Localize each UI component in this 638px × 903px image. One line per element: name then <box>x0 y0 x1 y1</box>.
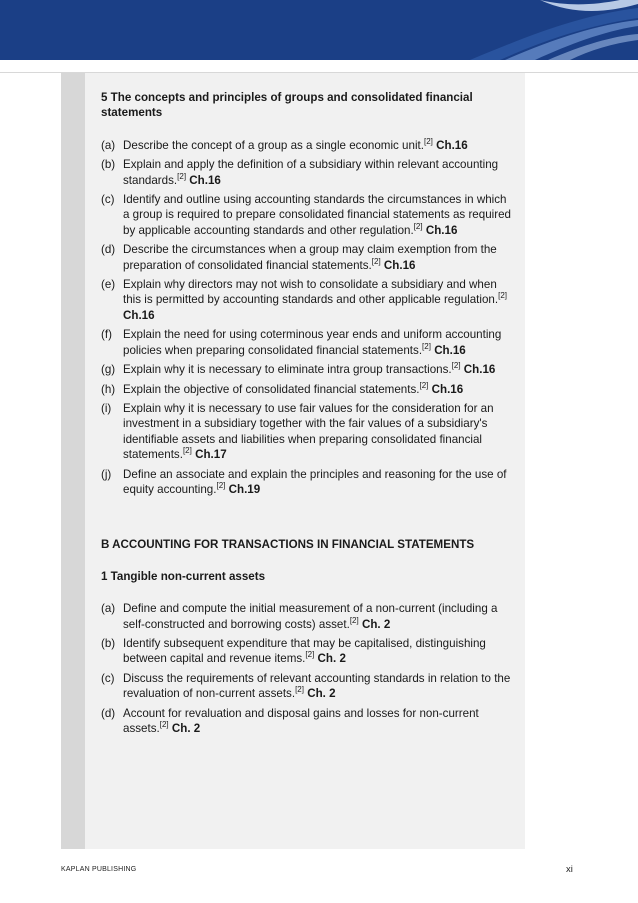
outcome-letter: (j) <box>101 467 112 481</box>
learning-outcome <box>101 601 513 632</box>
level-marker: [2] <box>451 361 461 371</box>
learning-outcome <box>101 706 513 737</box>
outcome-letter: (g) <box>101 363 116 377</box>
level-marker: [2] <box>305 650 315 660</box>
chapter-reference: Ch. 2 <box>171 722 201 735</box>
outcome-letter: (c) <box>101 671 115 685</box>
outcome-text: Explain why it is necessary to eliminate intra group transactions. <box>123 363 452 377</box>
chapter-reference: Ch.16 <box>383 258 416 272</box>
outcome-text: Explain the objective of consolidated financial statements. <box>123 382 420 396</box>
outcome-text: Discuss the requirements of relevant accounting standards in relation to the revaluation of non-current assets. <box>123 671 511 701</box>
outcome-letter: (a) <box>101 602 116 616</box>
outcome-letter: (b) <box>101 636 116 650</box>
section-b-outcomes <box>101 601 513 736</box>
level-marker: [2] <box>422 341 431 351</box>
outcome-letter: (b) <box>101 158 116 172</box>
margin-strip <box>61 73 85 849</box>
outcome-letter: (d) <box>101 243 116 257</box>
outcome-letter: (e) <box>101 278 116 292</box>
section-b-heading: B ACCOUNTING FOR TRANSACTIONS IN FINANCIAL STATEMENTS <box>101 538 475 552</box>
chapter-reference: Ch.16 <box>425 223 458 237</box>
learning-outcome <box>101 636 513 667</box>
chapter-reference: Ch.16 <box>463 363 496 377</box>
subsection-heading: 1 Tangible non-current assets <box>101 569 266 583</box>
outcome-letter: (h) <box>101 382 116 396</box>
level-marker: [2] <box>159 720 169 730</box>
level-marker: [2] <box>423 136 433 146</box>
level-marker: [2] <box>419 380 429 390</box>
level-marker: [2] <box>349 615 359 625</box>
level-marker: [2] <box>371 256 381 266</box>
level-marker: [2] <box>216 481 226 491</box>
chapter-reference: Ch.16 <box>189 173 221 187</box>
section-5-heading: 5 The concepts and principles of groups and consolidated financial statements <box>101 91 473 120</box>
section-5-outcomes <box>101 138 513 498</box>
learning-outcome <box>101 401 513 463</box>
chapter-reference: Ch. 2 <box>307 687 336 701</box>
outcome-text: Identify and outline using accounting standards the circumstances in which a group is required to prepare consolidated financial statements as required by applicable accounting standards and other regulation. <box>123 193 511 237</box>
learning-outcome <box>101 242 513 273</box>
outcome-letter: (f) <box>101 328 112 342</box>
footer-publisher: KAPLAN PUBLISHING <box>61 866 137 873</box>
outcome-letter: (i) <box>101 401 112 415</box>
chapter-reference: Ch.16 <box>123 308 155 322</box>
chapter-reference: Ch. 2 <box>361 617 391 631</box>
learning-outcome <box>101 362 513 377</box>
outcome-text: Describe the concept of a group as a single economic unit. <box>123 138 424 152</box>
chapter-reference: Ch.16 <box>436 138 468 152</box>
outcome-letter: (c) <box>101 193 115 207</box>
learning-outcome <box>101 138 513 153</box>
level-marker: [2] <box>177 171 187 181</box>
outcome-text: Define and compute the initial measurement of a non-current (including a self-constructed and borrowing costs) asset. <box>123 602 498 631</box>
level-marker: [2] <box>295 685 304 695</box>
learning-outcome <box>101 277 513 323</box>
level-marker: [2] <box>182 446 192 456</box>
learning-outcome <box>101 192 513 238</box>
outcome-text: Describe the circumstances when a group may claim exemption from the preparation of consolidated financial statements. <box>123 243 497 272</box>
learning-outcome <box>101 671 513 702</box>
syllabus-content <box>101 90 513 740</box>
outcome-text: Account for revaluation and disposal gains and losses for non-current assets. <box>123 706 479 735</box>
level-marker: [2] <box>413 221 423 231</box>
chapter-reference: Ch.17 <box>195 448 227 462</box>
page-number: xi <box>566 864 573 875</box>
outcome-text: Explain why it is necessary to use fair values for the consideration for an investment in a subsidiary together with the fair values of a subsidiary's identifiable assets and liabilities when preparing consolidated financial statements. <box>123 401 494 462</box>
learning-outcome <box>101 467 513 498</box>
learning-outcome <box>101 157 513 188</box>
outcome-text: Define an associate and explain the principles and reasoning for the use of equity accounting. <box>123 467 507 496</box>
chapter-reference: Ch. 2 <box>317 652 346 666</box>
outcome-text: Explain and apply the definition of a subsidiary within relevant accounting standards. <box>123 158 499 187</box>
learning-outcome <box>101 327 513 358</box>
learning-outcome <box>101 382 513 397</box>
outcome-letter: (a) <box>101 138 116 152</box>
banner-swoosh-graphic <box>0 0 638 60</box>
level-marker: [2] <box>498 291 507 301</box>
chapter-reference: Ch.19 <box>228 482 261 496</box>
header-banner <box>0 0 638 60</box>
outcome-text: Identify subsequent expenditure that may be capitalised, distinguishing between capital and revenue items. <box>123 636 486 666</box>
chapter-reference: Ch.16 <box>431 382 464 396</box>
chapter-reference: Ch.16 <box>434 343 466 357</box>
outcome-text: Explain why directors may not wish to consolidate a subsidiary and when this is permitted by accounting standards and other applicable regulation. <box>123 278 499 307</box>
outcome-letter: (d) <box>101 706 116 720</box>
outcome-text: Explain the need for using coterminous year ends and uniform accounting policies when preparing consolidated financial statements. <box>123 328 502 357</box>
